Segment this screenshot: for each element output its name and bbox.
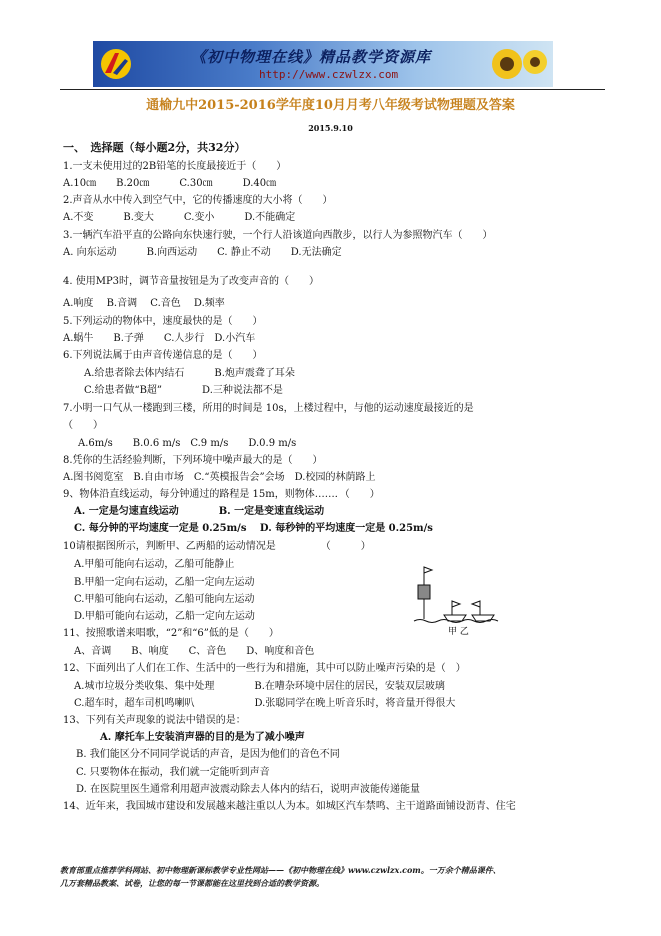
question-line: 7.小明一口气从一楼跑到三楼，所用的时间是 10s，上楼过程中，与他的运动速度最接近的是 [63,403,474,414]
question-line: 11、按照歌谱来唱歌，“2”和“6”低的是（ ） [63,628,279,639]
option-line: C. 只要物体在振动，我们就一定能听到声音 [76,767,270,778]
option-line: A.甲船可能向右运动，乙船可能静止 [74,559,235,570]
sunflower-icon [487,44,549,84]
option-line: A.图书阅览室 B.自由市场 C.“英模报告会”会场 D.校园的林荫路上 [63,472,376,483]
boats-figure [408,563,504,637]
figure-label: 甲 乙 [448,627,469,637]
option-line: A.6m/s B.0.6 m/s C.9 m/s D.0.9 m/s [78,438,297,449]
option-line: A.10㎝ B.20㎝ C.30㎝ D.40㎝ [63,178,277,189]
question-line: 13、下列有关声现象的说法中错误的是： [63,715,246,726]
question-line: 10请根据图所示，判断甲、乙两船的运动情况是 （ ） [63,541,371,552]
option-line: D. 在医院里医生通常利用超声波震动除去人体内的结石，说明声波能传递能量 [76,784,421,795]
option-line: C. 每分钟的平均速度一定是 0.25m/s D. 每秒钟的平均速度一定是 0.25m/s [74,523,433,534]
document-date: 2015.9.10 [308,123,353,133]
question-line: 9、物体沿直线运动，每分钟通过的路程是 15m，则物体……．（ ） [63,489,380,500]
question-line: 4. 使用MP3时，调节音量按钮是为了改变声音的（ ） [63,276,320,287]
banner-title: 《初中物理在线》精品教学资源库 [191,48,432,66]
footer-line-2: 几万套精品教案、试卷，让您的每一节课都能在这里找到合适的教学资源。 [60,878,324,888]
option-line: C.给患者做“B超” D.三种说法都不是 [84,385,283,396]
option-line: A.蜗牛 B.子弹 C.人步行 D.小汽车 [63,333,256,344]
header-divider [60,89,605,90]
document-title: 通榆九中2015-2016学年度10月月考八年级考试物理题及答案 [146,98,515,113]
option-line: A. 一定是匀速直线运动 B. 一定是变速直线运动 [74,506,325,517]
question-line: 3.一辆汽车沿平直的公路向东快速行驶，一个行人沿该道向西散步，以行人为参照物汽车（ ） [63,230,493,241]
question-line: 2.声音从水中传入到空气中，它的传播速度的大小将（ ） [63,195,333,206]
question-line: 8.凭你的生活经验判断，下列环境中噪声最大的是（ ） [63,455,323,466]
site-logo-icon [99,47,133,81]
section-heading: 一、 选择题（每小题2分，共32分） [63,141,246,154]
option-line: A、音调 B、响度 C、音色 D、响度和音色 [74,646,315,657]
option-line: C.甲船可能向右运动，乙船可能向左运动 [74,594,255,605]
option-line: C.超车时，超车司机鸣喇叭 D.张聪同学在晚上听音乐时，将音量开得很大 [74,698,456,709]
option-line: A.不变 B.变大 C.变小 D.不能确定 [63,212,296,223]
footer-line-1: 教育部重点推荐学科网站、初中物理新课标教学专业性网站——《初中物理在线》www.czwlzx.com。一万余个精品课件、 [60,865,501,875]
option-line: D.甲船可能向右运动，乙船一定向左运动 [74,611,255,622]
question-line: 14、近年来，我国城市建设和发展越来越注重以人为本。如城区汽车禁鸣、主干道路面铺设沥青、住宅 [63,801,516,812]
banner-url[interactable]: http://www.czwlzx.com [259,68,399,81]
question-line-cont: （ ） [63,420,103,431]
option-line: A. 摩托车上安装消声器的目的是为了减小噪声 [100,732,305,743]
option-line: A.城市垃圾分类收集、集中处理 B.在嘈杂环境中居住的居民，安装双层玻璃 [74,681,445,692]
page-footer [60,864,620,890]
option-line: A. 向东运动 B.向西运动 C. 静止不动 D.无法确定 [63,247,342,258]
option-line: A.给患者除去体内结石 B.炮声震聋了耳朵 [84,368,295,379]
option-line: B. 我们能区分不同同学说话的声音，是因为他们的音色不同 [76,749,340,760]
question-line: 12、下面列出了人们在工作、生活中的一些行为和措施，其中可以防止噪声污染的是（ ） [63,663,466,674]
question-line: 5.下列运动的物体中，速度最快的是（ ） [63,316,263,327]
header-banner [93,41,553,87]
option-line: B.甲船一定向右运动，乙船一定向左运动 [74,577,255,588]
question-line: 1.一支未使用过的2B铅笔的长度最接近于（ ） [63,161,287,172]
question-line: 6.下列说法属于由声音传递信息的是（ ） [63,350,263,361]
option-line: A.响度 B.音调 C.音色 D.频率 [63,298,225,309]
